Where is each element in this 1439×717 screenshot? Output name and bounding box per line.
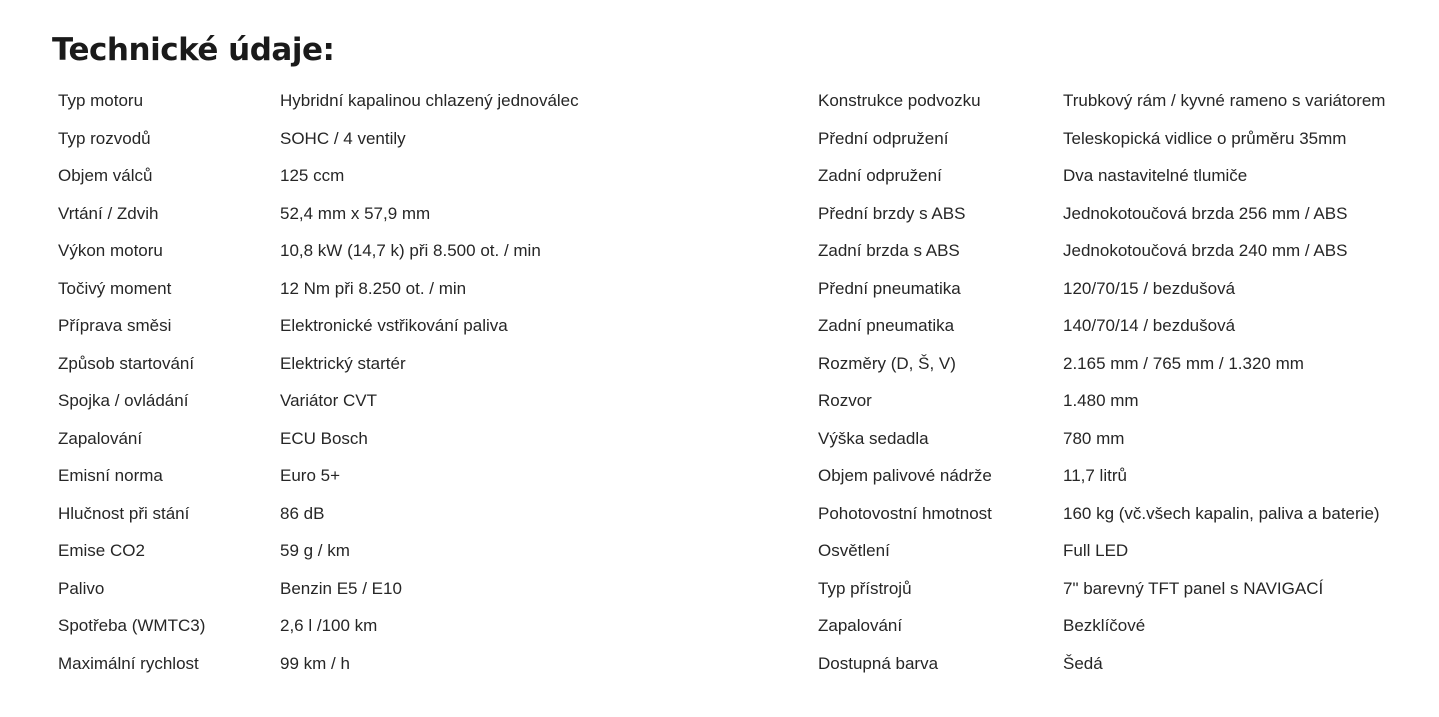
spec-value: Benzin E5 / E10	[280, 578, 402, 598]
spec-label: Zapalování	[58, 428, 143, 448]
spec-row	[818, 345, 1433, 383]
spec-row	[818, 195, 1433, 233]
spec-value: Jednokotoučová brzda 240 mm / ABS	[1063, 241, 1348, 260]
spec-row	[58, 345, 788, 383]
spec-value: 11,7 litrů	[1063, 466, 1127, 485]
spec-value: 125 ccm	[280, 166, 345, 185]
spec-value: 160 kg (vč.všech kapalin, paliva a baterie)	[1063, 503, 1380, 523]
spec-label: Spotřeba (WMTC3)	[58, 616, 206, 635]
spec-value: Euro 5+	[280, 466, 341, 485]
spec-label: Přední odpružení	[818, 128, 949, 148]
spec-row	[818, 532, 1433, 570]
spec-row	[58, 570, 788, 608]
spec-value: 99 km / h	[280, 653, 350, 673]
spec-row	[818, 420, 1433, 458]
spec-row	[818, 82, 1433, 120]
spec-label: Maximální rychlost	[58, 653, 199, 673]
spec-label: Pohotovostní hmotnost	[818, 503, 992, 523]
spec-label: Způsob startování	[58, 353, 195, 373]
spec-row	[818, 495, 1433, 533]
spec-value: 2.165 mm / 765 mm / 1.320 mm	[1063, 353, 1304, 373]
spec-row	[58, 232, 788, 270]
spec-value: 59 g / km	[280, 541, 350, 560]
spec-value: 12 Nm při 8.250 ot. / min	[280, 278, 467, 298]
spec-row	[818, 570, 1433, 608]
spec-value: 1.480 mm	[1063, 391, 1139, 410]
spec-row	[58, 607, 788, 645]
spec-value: Bezklíčové	[1063, 616, 1146, 635]
spec-row	[818, 232, 1433, 270]
spec-value: Variátor CVT	[280, 391, 377, 410]
spec-value: Full LED	[1063, 541, 1129, 560]
spec-label: Spojka / ovládání	[58, 391, 189, 410]
right-spec-table	[818, 82, 1433, 682]
spec-value: Trubkový rám / kyvné rameno s variátorem	[1063, 91, 1386, 110]
spec-row	[818, 157, 1433, 195]
spec-label: Hlučnost při stání	[58, 503, 190, 523]
spec-value: Elektrický startér	[280, 353, 406, 373]
spec-label: Osvětlení	[818, 541, 890, 560]
left-spec-table	[58, 82, 788, 682]
spec-row	[818, 457, 1433, 495]
spec-label: Objem palivové nádrže	[818, 466, 992, 485]
spec-row	[818, 270, 1433, 308]
spec-value: 7" barevný TFT panel s NAVIGACÍ	[1063, 578, 1324, 598]
spec-label: Přední pneumatika	[818, 278, 961, 298]
spec-value: Dva nastavitelné tlumiče	[1063, 166, 1248, 185]
spec-label: Zadní pneumatika	[818, 316, 955, 335]
spec-label: Konstrukce podvozku	[818, 91, 981, 110]
spec-row	[58, 82, 788, 120]
spec-label: Výška sedadla	[818, 428, 929, 448]
spec-row	[58, 120, 788, 158]
spec-label: Příprava směsi	[58, 316, 172, 335]
spec-value: 140/70/14 / bezdušová	[1063, 316, 1236, 335]
spec-row	[58, 420, 788, 458]
spec-value: 2,6 l /100 km	[280, 616, 378, 635]
spec-row	[818, 645, 1433, 683]
spec-label: Emise CO2	[58, 541, 145, 560]
spec-value: 780 mm	[1063, 428, 1125, 448]
spec-row	[818, 382, 1433, 420]
spec-row	[58, 457, 788, 495]
spec-value: Jednokotoučová brzda 256 mm / ABS	[1063, 203, 1348, 223]
spec-label: Výkon motoru	[58, 241, 163, 260]
spec-row	[58, 645, 788, 683]
spec-label: Vrtání / Zdvih	[58, 203, 159, 223]
spec-value: 86 dB	[280, 503, 325, 523]
spec-row	[58, 495, 788, 533]
spec-row	[818, 607, 1433, 645]
spec-value: 10,8 kW (14,7 k) při 8.500 ot. / min	[280, 241, 541, 260]
spec-label: Typ rozvodů	[58, 128, 151, 148]
spec-row	[58, 382, 788, 420]
spec-value: Elektronické vstřikování paliva	[280, 316, 508, 335]
spec-row	[818, 120, 1433, 158]
spec-label: Točivý moment	[58, 278, 172, 298]
spec-row	[58, 532, 788, 570]
spec-label: Emisní norma	[58, 466, 163, 485]
page-title: Technické údaje:	[52, 32, 335, 68]
spec-row	[818, 307, 1433, 345]
spec-label: Objem válců	[58, 166, 153, 185]
spec-value: 52,4 mm x 57,9 mm	[280, 203, 431, 223]
spec-label: Typ motoru	[58, 91, 144, 110]
spec-value: 120/70/15 / bezdušová	[1063, 278, 1236, 298]
spec-value: Teleskopická vidlice o průměru 35mm	[1063, 128, 1347, 148]
spec-row	[58, 195, 788, 233]
spec-label: Palivo	[58, 578, 105, 598]
spec-label: Zadní odpružení	[818, 166, 942, 185]
spec-label: Přední brzdy s ABS	[818, 203, 966, 223]
spec-label: Zadní brzda s ABS	[818, 241, 960, 260]
spec-label: Rozvor	[818, 391, 872, 410]
spec-value: SOHC / 4 ventily	[280, 128, 406, 148]
spec-row	[58, 157, 788, 195]
spec-label: Rozměry (D, Š, V)	[818, 353, 956, 373]
spec-row	[58, 270, 788, 308]
spec-label: Typ přístrojů	[818, 578, 912, 598]
spec-value: ECU Bosch	[280, 428, 368, 448]
spec-value: Šedá	[1063, 653, 1103, 673]
spec-label: Dostupná barva	[818, 653, 939, 673]
spec-row	[58, 307, 788, 345]
spec-value: Hybridní kapalinou chlazený jednoválec	[280, 91, 579, 110]
spec-label: Zapalování	[818, 616, 903, 635]
